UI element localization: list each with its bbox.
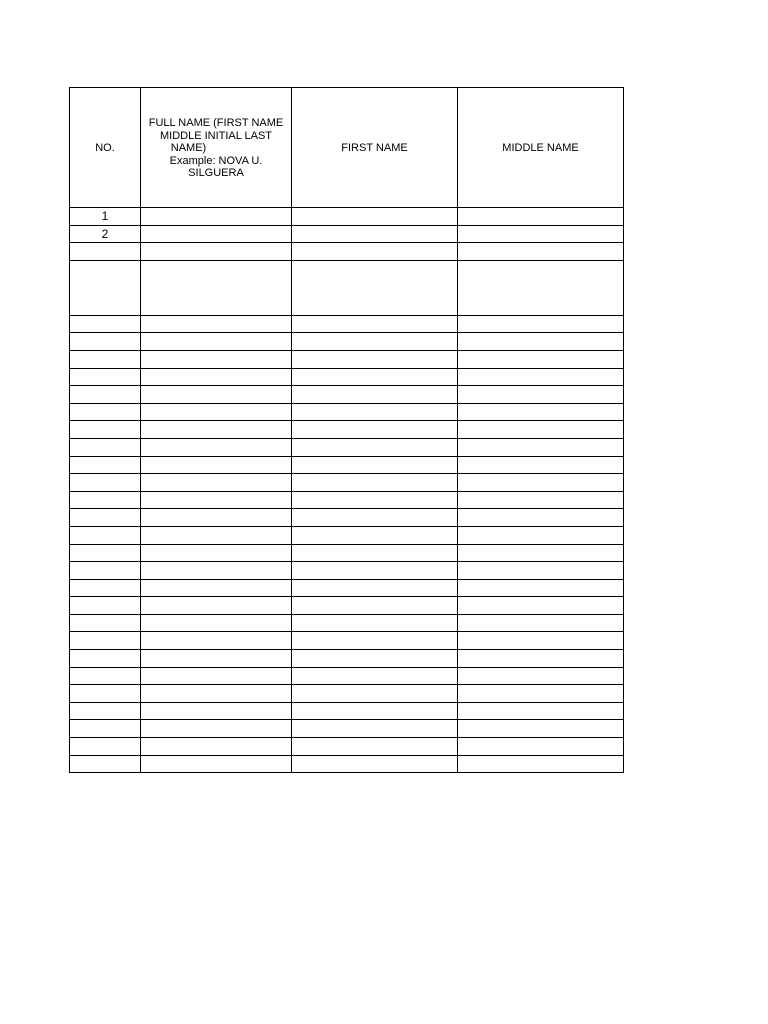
cell-first-name[interactable] — [292, 225, 458, 243]
cell-middle-name[interactable] — [458, 491, 624, 509]
cell-no[interactable] — [70, 438, 141, 456]
cell-middle-name[interactable] — [458, 315, 624, 333]
table-row — [70, 702, 624, 720]
cell-full-name[interactable] — [141, 403, 292, 421]
header-middle-name: MIDDLE NAME — [458, 88, 624, 208]
cell-middle-name[interactable] — [458, 614, 624, 632]
cell-middle-name[interactable] — [458, 544, 624, 562]
cell-full-name[interactable] — [141, 386, 292, 404]
cell-first-name[interactable] — [292, 526, 458, 544]
cell-middle-name[interactable] — [458, 738, 624, 756]
cell-no[interactable] — [70, 474, 141, 492]
cell-first-name[interactable] — [292, 755, 458, 773]
cell-no[interactable] — [70, 243, 141, 261]
table-row — [70, 474, 624, 492]
cell-no[interactable] — [70, 562, 141, 580]
cell-first-name[interactable] — [292, 562, 458, 580]
cell-middle-name[interactable] — [458, 579, 624, 597]
table-row — [70, 562, 624, 580]
cell-no[interactable] — [70, 544, 141, 562]
cell-full-name[interactable] — [141, 544, 292, 562]
table-row — [70, 243, 624, 261]
table-row — [70, 350, 624, 368]
table-row — [70, 738, 624, 756]
cell-first-name[interactable] — [292, 491, 458, 509]
cell-full-name[interactable] — [141, 421, 292, 439]
table-body — [70, 208, 624, 773]
cell-no[interactable] — [70, 614, 141, 632]
cell-middle-name[interactable] — [458, 509, 624, 527]
cell-first-name[interactable] — [292, 597, 458, 615]
cell-no[interactable] — [70, 755, 141, 773]
cell-no[interactable] — [70, 491, 141, 509]
cell-full-name[interactable] — [141, 350, 292, 368]
cell-full-name[interactable] — [141, 667, 292, 685]
cell-first-name[interactable] — [292, 315, 458, 333]
cell-first-name[interactable] — [292, 579, 458, 597]
table-row — [70, 333, 624, 351]
cell-no[interactable] — [70, 315, 141, 333]
cell-first-name[interactable] — [292, 333, 458, 351]
cell-first-name[interactable] — [292, 474, 458, 492]
table-row — [70, 315, 624, 333]
table-row — [70, 579, 624, 597]
table-row — [70, 208, 624, 226]
header-no: NO. — [70, 88, 141, 208]
cell-full-name[interactable] — [141, 368, 292, 386]
cell-first-name[interactable] — [292, 403, 458, 421]
cell-middle-name[interactable] — [458, 333, 624, 351]
cell-full-name[interactable] — [141, 738, 292, 756]
cell-no[interactable]: 2 — [70, 225, 141, 243]
cell-middle-name[interactable] — [458, 702, 624, 720]
full-name-line: FULL NAME (FIRST NAME — [148, 117, 284, 130]
cell-middle-name[interactable] — [458, 562, 624, 580]
cell-middle-name[interactable] — [458, 667, 624, 685]
cell-middle-name[interactable] — [458, 456, 624, 474]
cell-first-name[interactable] — [292, 386, 458, 404]
cell-no[interactable] — [70, 650, 141, 668]
cell-middle-name[interactable] — [458, 368, 624, 386]
cell-no[interactable] — [70, 579, 141, 597]
cell-full-name[interactable] — [141, 456, 292, 474]
cell-first-name[interactable] — [292, 702, 458, 720]
table-row — [70, 667, 624, 685]
table-row — [70, 368, 624, 386]
cell-no[interactable] — [70, 368, 141, 386]
cell-no[interactable] — [70, 738, 141, 756]
table-row — [70, 614, 624, 632]
cell-middle-name[interactable] — [458, 650, 624, 668]
cell-first-name[interactable] — [292, 368, 458, 386]
cell-middle-name[interactable] — [458, 597, 624, 615]
cell-middle-name[interactable] — [458, 260, 624, 315]
cell-no[interactable] — [70, 667, 141, 685]
cell-no[interactable] — [70, 685, 141, 703]
cell-no[interactable] — [70, 632, 141, 650]
cell-no[interactable] — [70, 720, 141, 738]
cell-no[interactable] — [70, 403, 141, 421]
cell-middle-name[interactable] — [458, 720, 624, 738]
cell-first-name[interactable] — [292, 685, 458, 703]
cell-middle-name[interactable] — [458, 243, 624, 261]
cell-first-name[interactable] — [292, 632, 458, 650]
table-row — [70, 650, 624, 668]
table-row — [70, 438, 624, 456]
cell-full-name[interactable] — [141, 562, 292, 580]
cell-no[interactable] — [70, 702, 141, 720]
cell-full-name[interactable] — [141, 702, 292, 720]
cell-full-name[interactable] — [141, 509, 292, 527]
table-row — [70, 755, 624, 773]
table-row — [70, 225, 624, 243]
cell-middle-name[interactable] — [458, 208, 624, 226]
cell-middle-name[interactable] — [458, 755, 624, 773]
cell-first-name[interactable] — [292, 614, 458, 632]
header-row — [70, 88, 624, 208]
full-name-line: Example: NOVA U. — [169, 154, 263, 167]
table-row — [70, 632, 624, 650]
cell-full-name[interactable] — [141, 333, 292, 351]
cell-full-name[interactable] — [141, 614, 292, 632]
cell-full-name[interactable] — [141, 491, 292, 509]
cell-middle-name[interactable] — [458, 632, 624, 650]
cell-first-name[interactable] — [292, 260, 458, 315]
cell-middle-name[interactable] — [458, 386, 624, 404]
worksheet — [69, 87, 624, 773]
cell-middle-name[interactable] — [458, 685, 624, 703]
cell-first-name[interactable] — [292, 544, 458, 562]
cell-middle-name[interactable] — [458, 421, 624, 439]
cell-full-name[interactable] — [141, 632, 292, 650]
table-row — [70, 597, 624, 615]
table-row — [70, 260, 624, 315]
table-row — [70, 456, 624, 474]
table-row — [70, 421, 624, 439]
header-first-name: FIRST NAME — [292, 88, 458, 208]
cell-no[interactable]: 1 — [70, 208, 141, 226]
table-row — [70, 685, 624, 703]
cell-first-name[interactable] — [292, 243, 458, 261]
cell-no[interactable] — [70, 333, 141, 351]
cell-full-name[interactable] — [141, 685, 292, 703]
cell-full-name[interactable] — [141, 315, 292, 333]
cell-no[interactable] — [70, 597, 141, 615]
table-row — [70, 544, 624, 562]
full-name-line: SILGUERA — [188, 167, 244, 180]
cell-middle-name[interactable] — [458, 403, 624, 421]
cell-no[interactable] — [70, 456, 141, 474]
cell-first-name[interactable] — [292, 667, 458, 685]
cell-first-name[interactable] — [292, 720, 458, 738]
cell-first-name[interactable] — [292, 738, 458, 756]
cell-no[interactable] — [70, 386, 141, 404]
cell-middle-name[interactable] — [458, 350, 624, 368]
cell-no[interactable] — [70, 421, 141, 439]
cell-full-name[interactable] — [141, 474, 292, 492]
cell-no[interactable] — [70, 260, 141, 315]
cell-first-name[interactable] — [292, 650, 458, 668]
cell-middle-name[interactable] — [458, 474, 624, 492]
full-name-line: MIDDLE INITIAL LAST — [159, 129, 273, 142]
table-row — [70, 720, 624, 738]
cell-full-name[interactable] — [141, 208, 292, 226]
cell-full-name[interactable] — [141, 650, 292, 668]
header-full-name — [141, 88, 292, 208]
cell-full-name[interactable] — [141, 225, 292, 243]
cell-full-name[interactable] — [141, 720, 292, 738]
cell-full-name[interactable] — [141, 243, 292, 261]
cell-first-name[interactable] — [292, 438, 458, 456]
cell-first-name[interactable] — [292, 509, 458, 527]
cell-no[interactable] — [70, 350, 141, 368]
table-row — [70, 509, 624, 527]
cell-full-name[interactable] — [141, 260, 292, 315]
cell-first-name[interactable] — [292, 350, 458, 368]
cell-full-name[interactable] — [141, 526, 292, 544]
cell-full-name[interactable] — [141, 755, 292, 773]
table-row — [70, 526, 624, 544]
cell-first-name[interactable] — [292, 208, 458, 226]
table-row — [70, 403, 624, 421]
full-name-line: NAME) — [170, 142, 207, 155]
table-row — [70, 386, 624, 404]
registration-table — [69, 87, 624, 773]
full-name-header-text — [149, 115, 283, 180]
table-row — [70, 491, 624, 509]
cell-full-name[interactable] — [141, 579, 292, 597]
cell-middle-name[interactable] — [458, 526, 624, 544]
cell-no[interactable] — [70, 526, 141, 544]
cell-first-name[interactable] — [292, 421, 458, 439]
cell-full-name[interactable] — [141, 438, 292, 456]
cell-no[interactable] — [70, 509, 141, 527]
cell-middle-name[interactable] — [458, 225, 624, 243]
cell-full-name[interactable] — [141, 597, 292, 615]
cell-first-name[interactable] — [292, 456, 458, 474]
cell-middle-name[interactable] — [458, 438, 624, 456]
